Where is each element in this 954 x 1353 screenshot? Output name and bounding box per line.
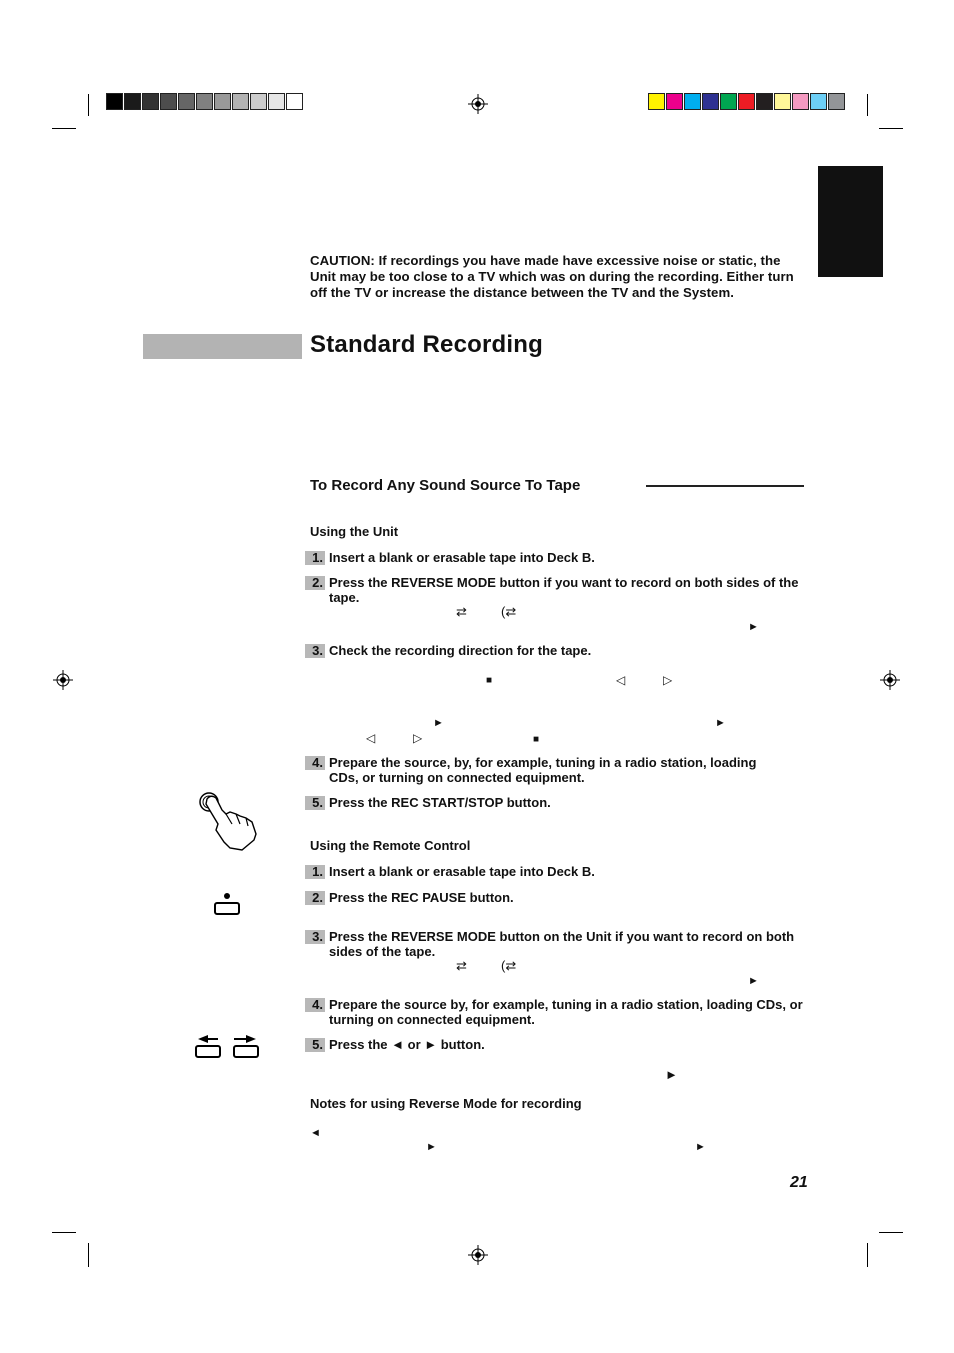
color-swatch bbox=[828, 93, 845, 110]
unit-subheading: Using the Unit bbox=[310, 524, 399, 539]
step-text: Insert a blank or erasable tape into Deck B. bbox=[329, 864, 595, 879]
reverse-one-side-icon: ⇄ bbox=[456, 958, 467, 973]
remote-subheading: Using the Remote Control bbox=[310, 838, 471, 853]
color-swatch bbox=[720, 93, 737, 110]
registration-mark-icon bbox=[880, 670, 900, 690]
crop-mark bbox=[88, 94, 89, 116]
crop-mark bbox=[52, 128, 76, 129]
section-rule bbox=[646, 485, 804, 487]
reverse-both-sides-icon: (⇄ bbox=[501, 958, 517, 973]
registration-mark-icon bbox=[468, 94, 488, 114]
play-buttons-icon bbox=[194, 1034, 264, 1060]
color-swatch bbox=[702, 93, 719, 110]
crop-mark bbox=[52, 1232, 76, 1233]
page-number: 21 bbox=[790, 1174, 808, 1191]
play-icon: ► bbox=[433, 717, 444, 729]
play-icon: ► bbox=[715, 717, 726, 729]
language-tab bbox=[818, 166, 883, 277]
color-swatch bbox=[738, 93, 755, 110]
color-swatch bbox=[774, 93, 791, 110]
color-swatch bbox=[666, 93, 683, 110]
crop-mark bbox=[867, 94, 868, 116]
step-text: Press the REC PAUSE button. bbox=[329, 890, 514, 905]
color-swatch bbox=[648, 93, 665, 110]
crop-mark bbox=[867, 1243, 868, 1267]
crop-mark bbox=[88, 1243, 89, 1267]
gray-swatch bbox=[178, 93, 195, 110]
caution-text: CAUTION: If recordings you have made have excessive noise or static, the Unit may be too close to a TV which was on during the recording. Either turn off the TV or increase the distance between the TV and the System. bbox=[310, 253, 794, 300]
section-heading: To Record Any Sound Source To Tape bbox=[310, 477, 581, 494]
rec-pause-button-icon bbox=[212, 892, 242, 916]
step-text: Insert a blank or erasable tape into Deck B. bbox=[329, 550, 595, 565]
play-icon: ► bbox=[695, 1141, 706, 1153]
step-text: Prepare the source by, for example, tuning in a radio station, loading CDs, or turning on connected equipment. bbox=[329, 997, 803, 1027]
gray-swatch bbox=[106, 93, 123, 110]
reverse-both-sides-icon: (⇄ bbox=[501, 604, 517, 619]
play-icon: ► bbox=[748, 621, 759, 633]
step-number: 3. bbox=[305, 644, 325, 658]
step-text: Check the recording direction for the tape. bbox=[329, 643, 592, 658]
stop-icon: ■ bbox=[486, 675, 493, 686]
step-text: Press the REVERSE MODE button on the Unit if you want to record on both sides of the tape. bbox=[329, 929, 795, 959]
step-number: 4. bbox=[305, 998, 325, 1012]
gray-swatch bbox=[232, 93, 249, 110]
title-gray-bar bbox=[143, 334, 302, 359]
direction-left-icon: ◁ bbox=[616, 673, 626, 687]
page-title: Standard Recording bbox=[310, 331, 543, 358]
step-number: 1. bbox=[305, 865, 325, 879]
step-text: Press the REVERSE MODE button if you want to record on both sides of the tape. bbox=[329, 575, 799, 605]
direction-right-icon: ▷ bbox=[663, 673, 673, 687]
gray-swatch bbox=[124, 93, 141, 110]
step-number: 3. bbox=[305, 930, 325, 944]
direction-right-icon: ▷ bbox=[413, 731, 423, 745]
gray-swatch bbox=[214, 93, 231, 110]
gray-swatch bbox=[142, 93, 159, 110]
notes-heading: Notes for using Reverse Mode for recording bbox=[310, 1096, 582, 1111]
step-text: Press the ◄ or ► button. bbox=[329, 1037, 485, 1052]
gray-swatch bbox=[268, 93, 285, 110]
step-number: 2. bbox=[305, 576, 325, 590]
gray-swatch bbox=[286, 93, 303, 110]
step-number: 5. bbox=[305, 1038, 325, 1052]
play-icon: ► bbox=[748, 975, 759, 987]
reverse-one-side-icon: ⇄ bbox=[456, 604, 467, 619]
step-number: 5. bbox=[305, 796, 325, 810]
registration-mark-icon bbox=[468, 1245, 488, 1265]
crop-mark bbox=[879, 1232, 903, 1233]
step-number: 4. bbox=[305, 756, 325, 770]
color-swatch bbox=[792, 93, 809, 110]
hand-pressing-button-icon bbox=[196, 790, 260, 852]
step-number: 2. bbox=[305, 891, 325, 905]
registration-mark-icon bbox=[53, 670, 73, 690]
gray-swatch bbox=[250, 93, 267, 110]
step-text: Press the REC START/STOP button. bbox=[329, 795, 551, 810]
color-swatch bbox=[756, 93, 773, 110]
stop-icon: ■ bbox=[533, 734, 540, 745]
color-swatch bbox=[684, 93, 701, 110]
step-text: Prepare the source, by, for example, tuning in a radio station, loading CDs, or turning on connected equipment. bbox=[329, 755, 757, 785]
play-left-icon: ◄ bbox=[310, 1127, 321, 1139]
direction-left-icon: ◁ bbox=[366, 731, 376, 745]
gray-swatch bbox=[196, 93, 213, 110]
play-icon: ► bbox=[426, 1141, 437, 1153]
crop-mark bbox=[879, 128, 903, 129]
color-swatch bbox=[810, 93, 827, 110]
gray-swatch bbox=[160, 93, 177, 110]
step-number: 1. bbox=[305, 551, 325, 565]
play-icon: ► bbox=[665, 1067, 678, 1082]
